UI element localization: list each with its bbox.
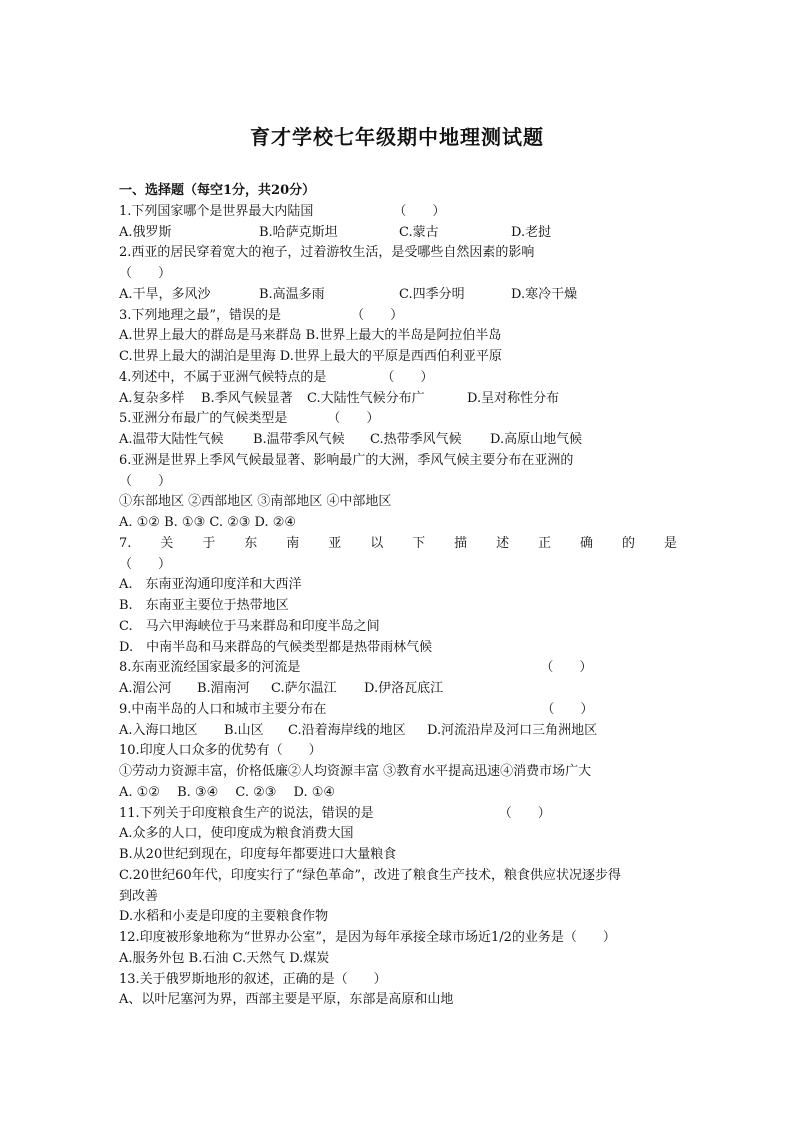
question-line: A.世界上最大的群岛是马来群岛 B.世界上最大的半岛是阿拉伯半岛 xyxy=(119,328,502,344)
question-char: 7. xyxy=(119,535,132,551)
question-line xyxy=(119,202,677,223)
question-line xyxy=(119,658,677,679)
question-line: 6.亚洲是世界上季风气候最显著、影响最广的大洲，季风气候主要分布在亚洲的 xyxy=(119,452,574,468)
question-line: 12.印度被形象地称为“世界办公室”，是因为每年承接全球市场近1/2的业务是（ ） xyxy=(119,930,616,945)
question-line xyxy=(119,368,677,389)
question-line: 2.西亚的居民穿着宽大的袍子，过着游牧生活，是受哪些自然因素的影响 xyxy=(119,245,535,261)
question-char: 亚 xyxy=(328,535,342,551)
answer-option: D.呈对称性分布 xyxy=(467,390,560,406)
question-line xyxy=(119,721,677,742)
question-char: 描 xyxy=(454,535,468,551)
question-line: 13.关于俄罗斯地形的叙述，正确的是（ ） xyxy=(119,971,387,987)
answer-option: A.干旱，多风沙 xyxy=(119,286,211,302)
question-char: 东 xyxy=(244,535,258,551)
answer-option: B.山区 xyxy=(224,722,264,738)
question-line: A. ①② B. ③④ C. ②③ D. ①④ xyxy=(119,784,336,800)
question-char: 关 xyxy=(160,535,174,551)
answer-option: D.高原山地气候 xyxy=(490,432,583,447)
question-char: 确 xyxy=(580,535,594,551)
question-line: （ ） xyxy=(119,556,172,572)
question-line: ①东部地区 ②西部地区 ③南部地区 ④中部地区 xyxy=(119,494,392,510)
question-line xyxy=(119,409,677,430)
answer-option: D.伊洛瓦底江 xyxy=(364,681,444,696)
answer-blank: （ ） xyxy=(381,369,434,385)
page-title: 育才学校七年级期中地理测试题 xyxy=(250,125,544,149)
answer-option: C.蒙古 xyxy=(399,224,439,240)
answer-option: A.温带大陆性气候 xyxy=(119,432,224,447)
answer-blank: （ ） xyxy=(393,203,446,219)
answer-blank: （ ） xyxy=(541,701,594,717)
question-line xyxy=(119,700,677,721)
question-char: 南 xyxy=(286,535,300,551)
answer-option: D.寒冷干燥 xyxy=(511,286,578,302)
question-line xyxy=(119,306,677,327)
question-line: 到改善 xyxy=(119,888,159,904)
question-char: 正 xyxy=(538,535,552,551)
question-char: 下 xyxy=(412,535,426,551)
question-line: B.从20世纪到现在，印度每年都要进口大量粮食 xyxy=(119,847,397,862)
question-line xyxy=(119,804,677,825)
answer-option: D.老挝 xyxy=(511,224,552,240)
answer-option: C.萨尔温江 xyxy=(271,681,337,696)
question-char: 述 xyxy=(496,535,510,551)
answer-option: C.大陆性气候分布广 xyxy=(307,390,425,406)
answer-option: C.热带季风气候 xyxy=(370,432,462,447)
answer-option: B.温带季风气候 xyxy=(253,432,345,447)
question-stem: 9.中南半岛的人口和城市主要分布在 xyxy=(119,701,327,717)
question-stem: 8.东南亚流经国家最多的河流是 xyxy=(119,660,301,676)
question-line: A.众多的人口，使印度成为粮食消费大国 xyxy=(119,826,354,842)
answer-blank: （ ） xyxy=(327,411,380,427)
question-line: （ ） xyxy=(119,473,172,489)
question-stem: 5.亚洲分布最广的气候类型是 xyxy=(119,411,288,427)
question-line xyxy=(119,679,677,700)
question-line xyxy=(119,430,677,451)
answer-blank: （ ） xyxy=(540,660,593,676)
question-line: ①劳动力资源丰富，价格低廉②人均资源丰富 ③教育水平提高迅速④消费市场广大 xyxy=(119,764,592,779)
answer-blank: （ ） xyxy=(351,307,404,323)
answer-option: A.入海口地区 xyxy=(119,722,198,738)
answer-option: A.复杂多样 xyxy=(119,390,185,406)
answer-option: A.俄罗斯 xyxy=(119,224,172,240)
question-line: C.20世纪60年代，印度实行了“绿色革命”，改进了粮食生产技术，粮食供应状况逐步得 xyxy=(119,867,621,883)
question-line: A、以叶尼塞河为界，西部主要是平原，东部是高原和山地 xyxy=(119,992,454,1008)
question-line: C. 马六甲海峡位于马来群岛和印度半岛之间 xyxy=(119,618,380,634)
answer-option: A.湄公河 xyxy=(119,681,172,696)
question-line xyxy=(119,534,677,555)
answer-option: B.湄南河 xyxy=(197,681,250,696)
question-line: 10.印度人口众多的优势有（ ） xyxy=(119,743,322,759)
question-stem: 4.列述中，不属于亚洲气候特点的是 xyxy=(119,369,327,385)
answer-option: D.河流沿岸及河口三角洲地区 xyxy=(427,722,598,738)
question-stem: 1.下列国家哪个是世界最大内陆国 xyxy=(119,203,314,219)
question-line: B. 东南亚主要位于热带地区 xyxy=(119,598,289,613)
section-heading: 一、选择题（每空1分，共20分） xyxy=(119,183,316,198)
answer-option: B.高温多雨 xyxy=(259,286,325,302)
question-line: C.世界上最大的湖泊是里海 D.世界上最大的平原是西西伯利亚平原 xyxy=(119,349,502,364)
question-line: A.服务外包 B.石油 C.天然气 D.煤炭 xyxy=(119,950,330,966)
question-line: D. 中南半岛和马来群岛的气候类型都是热带雨林气候 xyxy=(119,639,433,655)
question-list xyxy=(119,181,677,1011)
answer-option: C.沿着海岸线的地区 xyxy=(288,722,406,738)
question-stem: 3.下列地理之最”，错误的是 xyxy=(119,307,282,323)
question-line: D.水稻和小麦是印度的主要粮食作物 xyxy=(119,909,329,925)
answer-option: C.四季分明 xyxy=(399,286,465,302)
question-char: 的 xyxy=(622,535,636,551)
question-char: 是 xyxy=(663,535,677,551)
answer-blank: （ ） xyxy=(498,805,551,821)
answer-option: B.哈萨克斯坦 xyxy=(259,224,338,240)
question-char: 于 xyxy=(202,535,216,551)
question-stem: 11.下列关于印度粮食生产的说法，错误的是 xyxy=(119,805,374,821)
question-line: A. 东南亚沟通印度洋和大西洋 xyxy=(119,577,302,593)
question-line: （ ） xyxy=(119,266,172,281)
question-line: A. ①② B. ①③ C. ②③ D. ②④ xyxy=(119,515,297,530)
question-line xyxy=(119,285,677,306)
question-line xyxy=(119,223,677,244)
question-char: 以 xyxy=(370,535,384,551)
answer-option: B.季风气候显著 xyxy=(201,390,293,406)
question-line xyxy=(119,389,677,410)
